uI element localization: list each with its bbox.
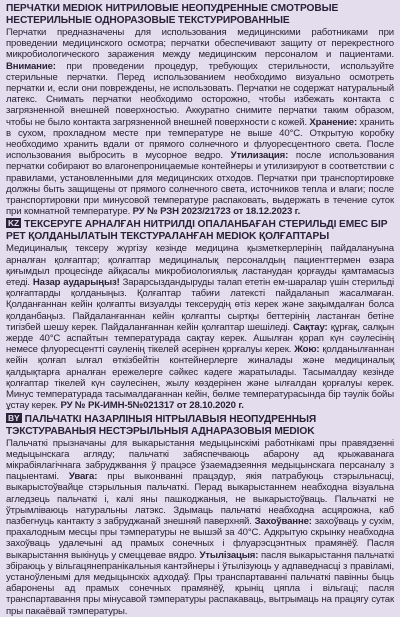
- section-by: [6, 413, 394, 617]
- body-emphasis: Внимание:: [6, 60, 56, 72]
- body-run: пасля выкарыстання пальчаткі збіраюць у вільгацянепранікальныя кантэйнеры і ўтылізуюць у адпаведнасці з правіламі, устаноўленымі для медыцынскіх адходаў. Пры транспартаванні пальчаткі павінны быць абаронены ад прамых сонечных прамянёў, крыніц цяпла і вільгаці; пасля транспартавання пры мінусавой тэмпературы распакаваць, вытрымаць на працягу сутак пры пакаёвай тэмпературы.: [6, 549, 394, 617]
- section-heading: [6, 218, 394, 243]
- section-heading-text: ТЕКСЕРУГЕ АРНАЛҒАН НИТРИЛДІ ОПАЛАНБАҒАН СТЕРИЛЬДІ ЕМЕС БІР РЕТ ҚОЛДАНЫЛАТЫН ТЕКСТУРАЛАНҒАН MEDIOK ҚОЛҒАПТАРЫ: [6, 219, 388, 243]
- body-emphasis: Захоўванне:: [254, 515, 312, 527]
- language-badge: BY: [8, 412, 20, 423]
- section-heading: [6, 3, 394, 27]
- body-run: Перчатки предназначены для использования медицинскими работниками при проведении медицинского осмотра; перчатки обеспечивают защиту от перекрестного микробиологического заражения между медицинским персоналом и пациентами.: [6, 27, 394, 61]
- body-run: Пальчаткі прызначаны для выкарыстання медыцынскімі работнікамі пры правядзенні медыцынскага агляду; пальчаткі забяспечваюць абарону ад крыжаванага мікрабіялагічнага забруджвання ў працэсе ўзаемадзеяння медыцынскага персаналу з пацыентамі.: [6, 437, 394, 483]
- body-run: хранить в сухом, прохладном месте при температуре не выше 40°С. Открытую коробку необходимо хранить вдали от прямого солнечного и флуоресцентного света. После использования выбросить в мусорное ведро.: [6, 116, 395, 162]
- section-heading: [6, 413, 394, 438]
- body-emphasis: Увага:: [68, 471, 98, 483]
- body-emphasis: Жою:: [294, 344, 320, 356]
- body-run: Зарарсыздандыруды талап ететін ем-шаралар үшін стерильді қолғаптарды қолданыңыз. Қолғаптар табиғи латексті пайдаланып жасалмаған. Қолданғаннан кейін қолғапты визуалды тексерудің өтіз керек және зақымдалған болса қолданбаңыз. Пайдаланғаннан кейін қолғапты сыртқы беттерінің ластанған бетіне тигізбей шешу керек. Пайдаланғаннан кейін қолғаптар шешіледі.: [6, 277, 394, 333]
- section-body: [6, 27, 394, 217]
- body-emphasis: Сақтау:: [293, 321, 328, 333]
- section-body: [6, 243, 394, 411]
- body-emphasis: РУ № РЗН 2023/21723 от 18.12.2023 г.: [132, 206, 301, 218]
- body-run: после использования перчатки собирают во влагонепроницаемые контейнеры и утилизируют в соответствии с правилами, установленными для медицинских отходов. Перчатки при транспортировке должны быть защищены от прямого солнечного света, источников тепла и влаги; после транспортировки при минусовой температуре распаковать, выдержать в течение суток при комнатной температуре.: [6, 150, 394, 218]
- body-emphasis: Утылізацыя:: [199, 549, 259, 561]
- body-run: захоўваць у сухім, прахалодным месцы пры тэмпературы не вышэй за 40°С. Адкрытую скрынку неабходна захоўваць удалечыні ад прамых сонечных і флуарэсцэнтных прамянёў. Пасля выкарыстання выкінуць у смеццевае вядро.: [6, 515, 394, 561]
- body-run: құрғақ, салқын жерде 40°С аспайтын температурада сақтау керек. Ашылған қорап күн сәулесінің немесе флуоресцентті сәуленің тікелей әсерінен қорғалуы керек.: [6, 321, 395, 356]
- body-emphasis: Назар аударыңыз!: [32, 277, 120, 289]
- body-run: Медициналық тексеру жүргізу кезінде медицина қызметкерлерінің пайдалануына арналған қолғаптар; қолғаптар медициналық персоналдың пациенттермен өзара қиғымдыл процесінде айқасалы микробиологиялық ластанудан қорғауды қамтамасыз етеді.: [6, 243, 394, 289]
- body-run: пры выконванні працэдур, якія патрабуюць стэрыльнасці, выкарыстоўвайце стэрыльныя пальчаткі. Перад выкарыстаннем неабходна візуальна агледзець пальчаткі і, калі яны пашкоджаныя, не выкарыстоўваць. Пальчаткі не ўтрымліваюць натуральны латэкс. Здымаць пальчаткі неабходна асцярожна, каб пазбегнуць кантакту з забруджанай знешняй паверхняй.: [6, 471, 395, 527]
- body-emphasis: Хранение:: [309, 116, 358, 128]
- language-badge: KZ: [8, 218, 20, 229]
- section-heading-text: ПЕРЧАТКИ MEDIOK НИТРИЛОВЫЕ НЕОПУДРЕННЫЕ СМОТРОВЫЕ НЕСТЕРИЛЬНЫЕ ОДНОРАЗОВЫЕ ТЕКСТУРИРОВАННЫЕ: [6, 3, 339, 26]
- section-heading-text: ПАЛЬЧАТКІ НАЗАРЛІНЫЯ НІТРЫЛАВЫЯ НЕОПУДРЕННЫЯ ТЭКСТУРАВАНЫЯ НЕСТЭРЫЛЬНЫЯ АДНАРАЗОВЫЯ MEDIOK: [6, 413, 317, 437]
- body-run: при проведении процедур, требующих стерильности, используйте стерильные перчатки. Перед использованием необходимо визуально осмотреть перчатки и, если они повреждены, не использовать. Перчатки не содержат натуральный латекс. Снимать перчатки необходимо осторожно, чтобы избежать контакта с загрязненной внешней поверхностью. Аккуратно снимите перчатки таким образом, чтобы не было контакта загрязненной внешней поверхности с кожей.: [6, 60, 394, 128]
- body-emphasis: Утилизация:: [230, 150, 289, 162]
- section-ru: [6, 3, 394, 217]
- section-body: [6, 438, 394, 617]
- body-run: қолданылғаннан кейін қолғап ылғал өткізбейтін контейнерлерге жиналады және медициналық қалдықтарға арналған ережелерге сәйкес кәдеге жаратылады. Тасымалдау кезінде қолғаптар тікелей күн сәулесінен, жылу көздерінен және ылғалдан қорғалуы керек. Минус температурада тасымалдағаннан кейін, бөлме температурасында бір тәулік бойы ұстау керек.: [6, 344, 394, 412]
- body-emphasis: РУ № РК-ИМН-5№021317 от 28.10.2020 г.: [60, 400, 244, 412]
- section-kz: [6, 218, 394, 411]
